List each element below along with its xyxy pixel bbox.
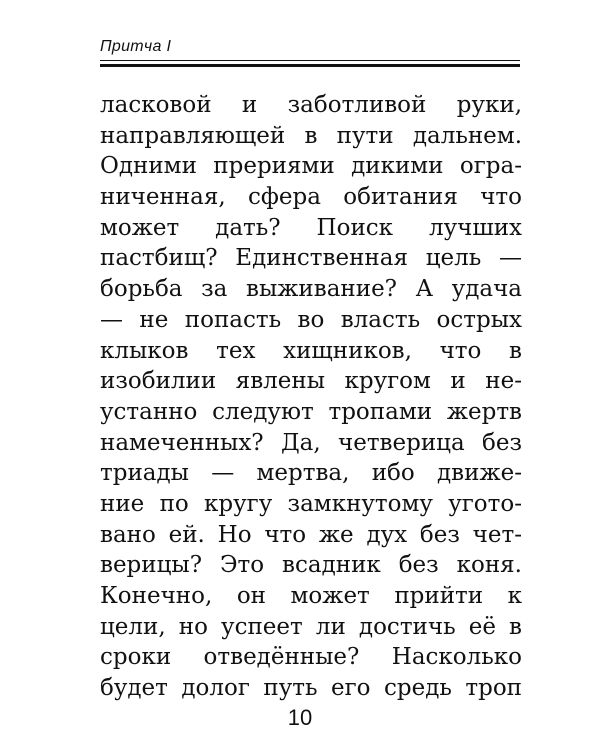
text-line: ниченная, сфера обитания что xyxy=(100,184,522,211)
text-line: вано ей. Но что же дух без чет- xyxy=(100,521,522,548)
text-line: будет долог путь его средь троп xyxy=(100,675,522,702)
text-line: триады — мертва, ибо движе- xyxy=(100,460,522,487)
chapter-title: Притча I xyxy=(100,38,172,55)
header-rule-thick xyxy=(100,64,520,67)
header-rule-thin xyxy=(100,60,520,61)
text-line: может дать? Поиск лучших xyxy=(100,214,522,241)
text-line: клыков тех хищников, что в xyxy=(100,337,522,364)
body-text xyxy=(100,90,522,704)
page-number: 10 xyxy=(287,705,313,730)
text-line: Одними прериями дикими огра- xyxy=(100,153,522,180)
text-line: верицы? Это всадник без коня. xyxy=(100,552,522,579)
text-line: ласковой и заботливой руки, xyxy=(100,92,522,118)
text-line: намеченных? Да, четверица без xyxy=(100,429,522,456)
text-line: сроки отведённые? Насколько xyxy=(100,644,522,671)
text-line: ние по кругу замкнутому угото- xyxy=(100,490,522,517)
text-line: устанно следуют тропами жертв xyxy=(100,398,522,425)
text-line: изобилии явлены кругом и не- xyxy=(100,368,522,395)
text-line: направляющей в пути дальнем. xyxy=(100,122,522,149)
text-line: борьба за выживание? А удача xyxy=(100,276,522,303)
text-line: Конечно, он может прийти к xyxy=(100,583,522,609)
text-line: пастбищ? Единственная цель — xyxy=(100,245,522,272)
text-line: цели, но успеет ли достичь её в xyxy=(100,613,522,640)
running-header xyxy=(100,38,520,67)
text-line: — не попасть во власть острых xyxy=(100,306,522,333)
